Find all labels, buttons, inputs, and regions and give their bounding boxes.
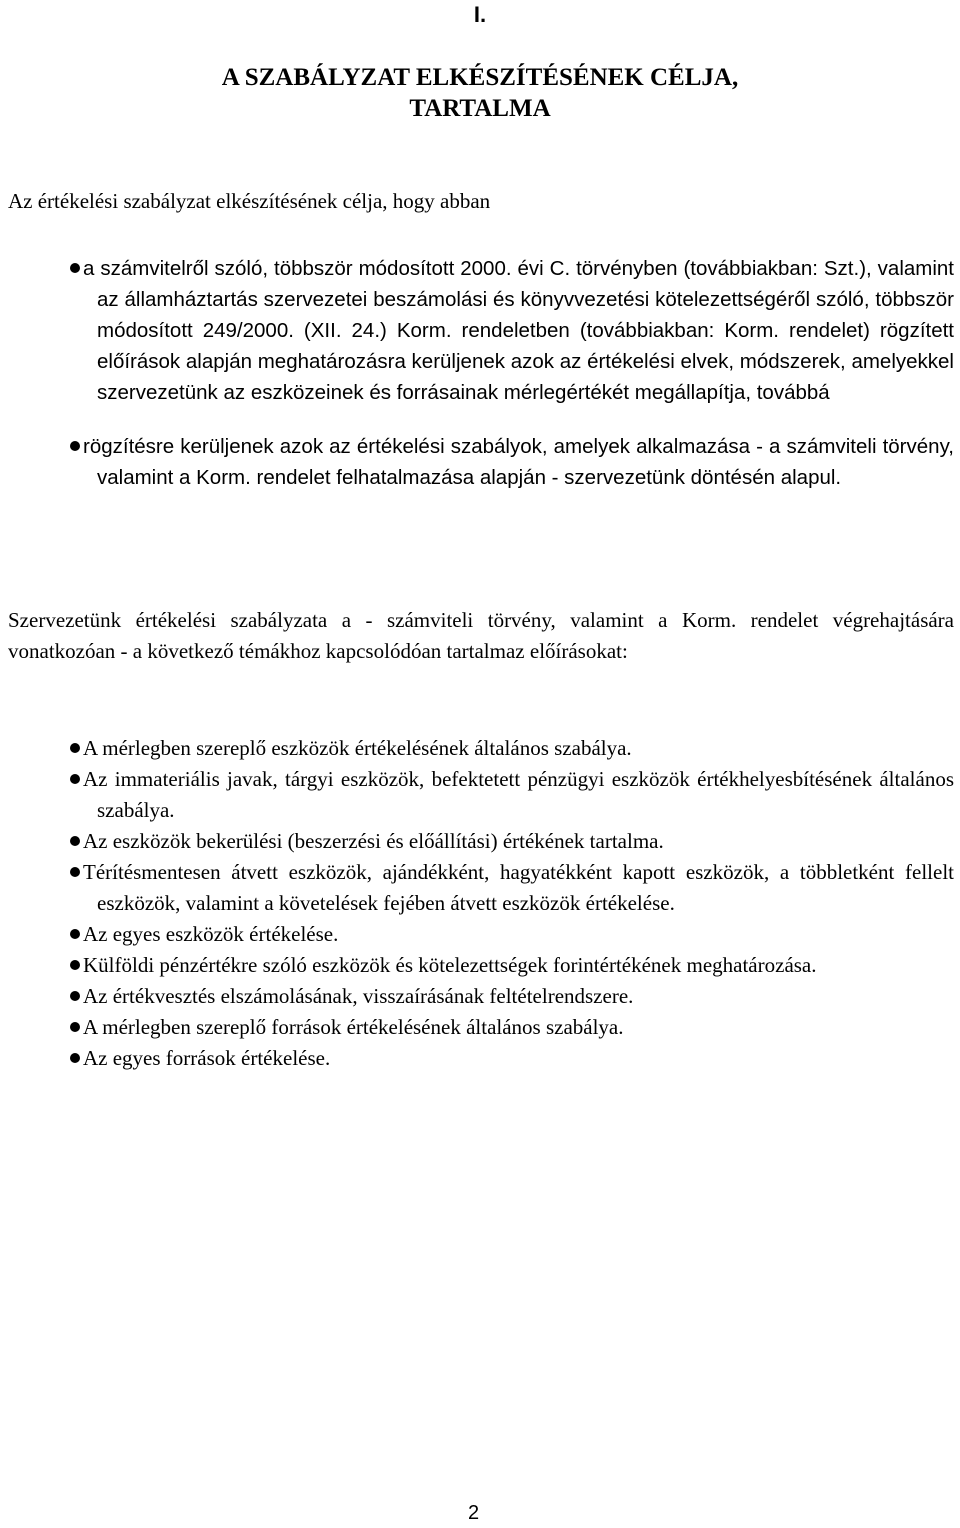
list-item [0,857,960,919]
list-item-text: a számvitelről szóló, többször módosított 2000. évi C. törvényben (továbbiakban: Szt.), valamint az államháztartás szervezetei beszámolási és könyvvezetési kötelezettségéről szóló, többször módosított 249/2000. (XII. 24.) Korm. rendeletben (továbbiakban: Korm. rendelet) rögzített előírások alapján meghatározásra kerüljenek azok az értékelési elvek, módszerek, amelyekkel szervezetünk az eszközeinek és forrásainak mérlegértékét megállapítja, továbbá [83,257,954,404]
bullet-icon [70,263,80,273]
bullet-icon [70,441,80,451]
list-item-text: Az egyes források értékelése. [83,1046,331,1070]
intro-paragraph: Az értékelési szabályzat elkészítésének célja, hogy abban [8,189,491,213]
list-item [0,1012,960,1043]
list-item-text: Az egyes eszközök értékelése. [83,922,339,946]
list-item [0,253,960,408]
list-item-text: Az eszközök bekerülési (beszerzési és előállítási) értékének tartalma. [83,829,664,853]
title-line-2: TARTALMA [409,95,551,122]
list-item-text: Az immateriális javak, tárgyi eszközök, befektetett pénzügyi eszközök értékhelyesbítésének általános szabálya. [83,767,954,822]
list-item [0,981,960,1012]
list-item-text: A mérlegben szereplő források értékelésének általános szabálya. [83,1015,624,1039]
purpose-list [0,253,960,493]
list-item [0,733,960,764]
title-line-1: A SZABÁLYZAT ELKÉSZÍTÉSÉNEK CÉLJA, [221,64,739,91]
chapter-number: I. [473,2,487,27]
page-number: 2 [468,1502,480,1524]
bullet-icon [70,743,80,753]
bullet-icon [70,774,80,784]
bullet-icon [70,1022,80,1032]
page-title [0,62,960,124]
list-item-text: Az értékvesztés elszámolásának, visszaírásának feltételrendszere. [83,984,634,1008]
topics-list [0,733,960,1074]
list-item [0,826,960,857]
bullet-icon [70,960,80,970]
list-item [0,919,960,950]
bullet-icon [70,867,80,877]
bullet-icon [70,991,80,1001]
list-item [0,950,960,981]
list-item [0,431,960,493]
bullet-icon [70,929,80,939]
list-item [0,764,960,826]
list-item-text: Térítésmentesen átvett eszközök, ajándékként, hagyatékként kapott eszközök, a többletként fellelt eszközök, valamint a követelések fejében átvett eszközök értékelése. [83,860,954,915]
list-item [0,1043,960,1074]
list-item-text: rögzítésre kerüljenek azok az értékelési szabályok, amelyek alkalmazása - a számviteli törvény, valamint a Korm. rendelet felhatalmazása alapján - szervezetünk döntésén alapul. [83,435,954,489]
list-item-text: Külföldi pénzértékre szóló eszközök és kötelezettségek forintértékének meghatározása. [83,953,817,977]
bullet-icon [70,836,80,846]
list-item-text: A mérlegben szereplő eszközök értékelésének általános szabálya. [83,736,632,760]
bullet-icon [70,1053,80,1063]
content-intro-paragraph: Szervezetünk értékelési szabályzata a - számviteli törvény, valamint a Korm. rendelet végrehajtására vonatkozóan - a következő témákhoz kapcsolódóan tartalmaz előírásokat: [8,608,954,663]
